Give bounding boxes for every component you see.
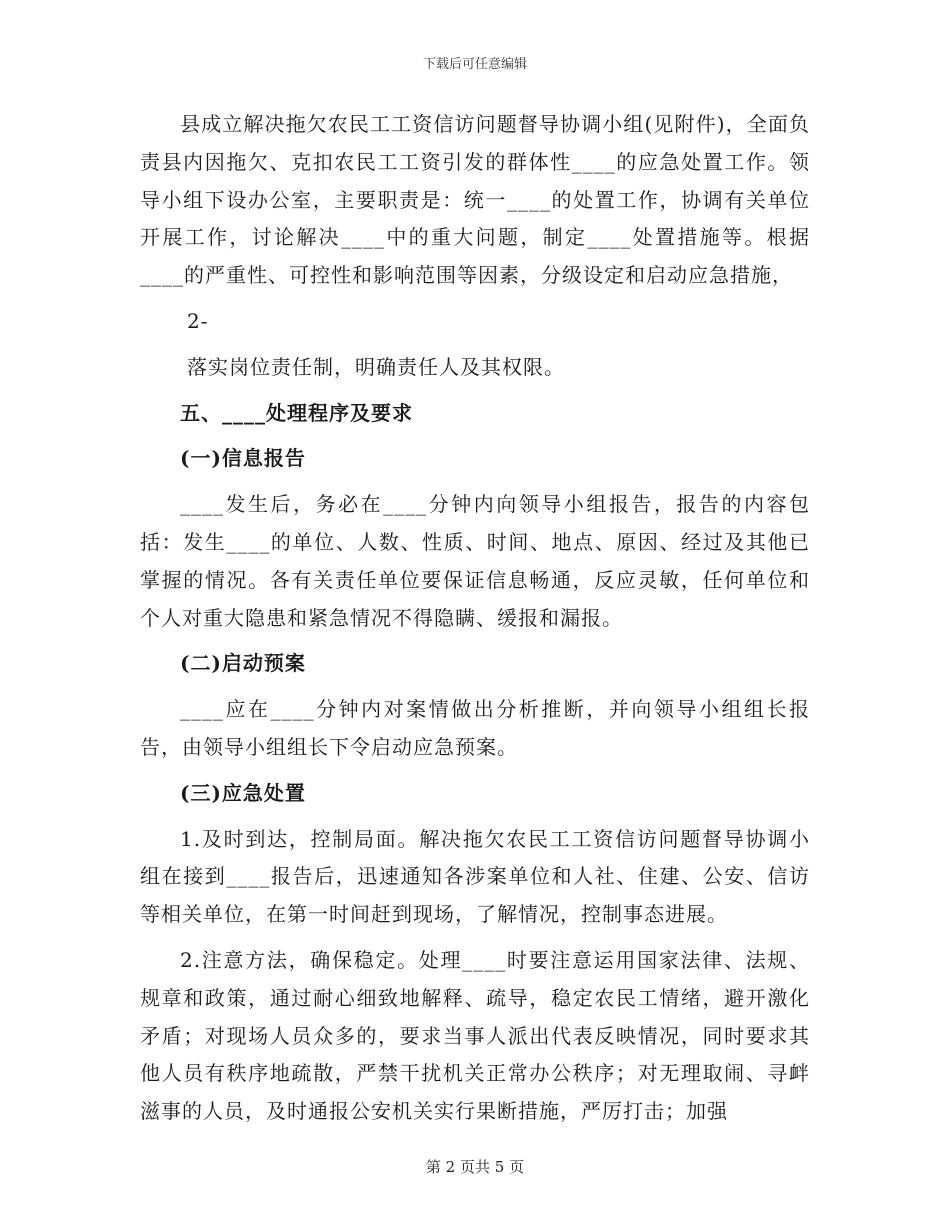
paragraph-leadership-group: 县成立解决拖欠农民工工资信访问题督导协调小组(见附件)，全面负责县内因拖欠、克扣农民工工资引发的群体性____的应急处置工作。领导小组下设办公室，主要职责是：统一____的处置工作，协调有关单位开展工作，讨论解决____中的重大问题，制定____处置措施等。根据____的严重性、可控性和影响范围等因素，分级设定和启动应急措施，	[140, 112, 810, 288]
heading-info-report: (一)信息报告	[180, 446, 306, 471]
page-header: 下载后可任意编辑	[422, 57, 527, 72]
paragraph-responsibility: 落实岗位责任制，明确责任人及其权限。	[187, 354, 565, 379]
paragraph-info-report: ____发生后，务必在____分钟内向领导小组报告，报告的内容包括：发生____的单位、人数、性质、时间、地点、原因、经过及其他已掌握的情况。各有关责任单位要保证信息畅通，反应灵敏，任何单位和个人对重大隐患和紧急情况不得隐瞒、缓报和漏报。	[140, 492, 810, 630]
paragraph-start-plan: ____应在____分钟内对案情做出分析推断，并向领导小组组长报告，由领导小组组长下令启动应急预案。	[140, 697, 810, 759]
paragraph-arrive-control: 1.及时到达，控制局面。解决拖欠农民工工资信访问题督导协调小组在接到____报告后，迅速通知各涉案单位和人社、住建、公安、信访等相关单位，在第一时间赶到现场，了解情况，控制事态进展。	[140, 826, 810, 927]
heading-start-plan: (二)启动预案	[180, 651, 306, 676]
paragraph-method-stability: 2.注意方法，确保稳定。处理____时要注意运用国家法律、法规、规章和政策，通过耐心细致地解释、疏导，稳定农民工情绪，避开激化矛盾；对现场人员众多的，要求当事人派出代表反映情况，同时要求其他人员有秩序地疏散，严禁干扰机关正常办公秩序；对无理取闹、寻衅滋事的人员，及时通报公安机关实行果断措施，严厉打击；加强	[140, 947, 810, 1124]
heading-emergency-handling: (三)应急处置	[180, 780, 306, 805]
heading-section-five: 五、____处理程序及要求	[180, 400, 413, 425]
page-footer: 第 2 页共 5 页	[425, 1158, 525, 1176]
paragraph-page-marker: 2-	[187, 308, 209, 333]
document-body	[140, 106, 810, 1139]
